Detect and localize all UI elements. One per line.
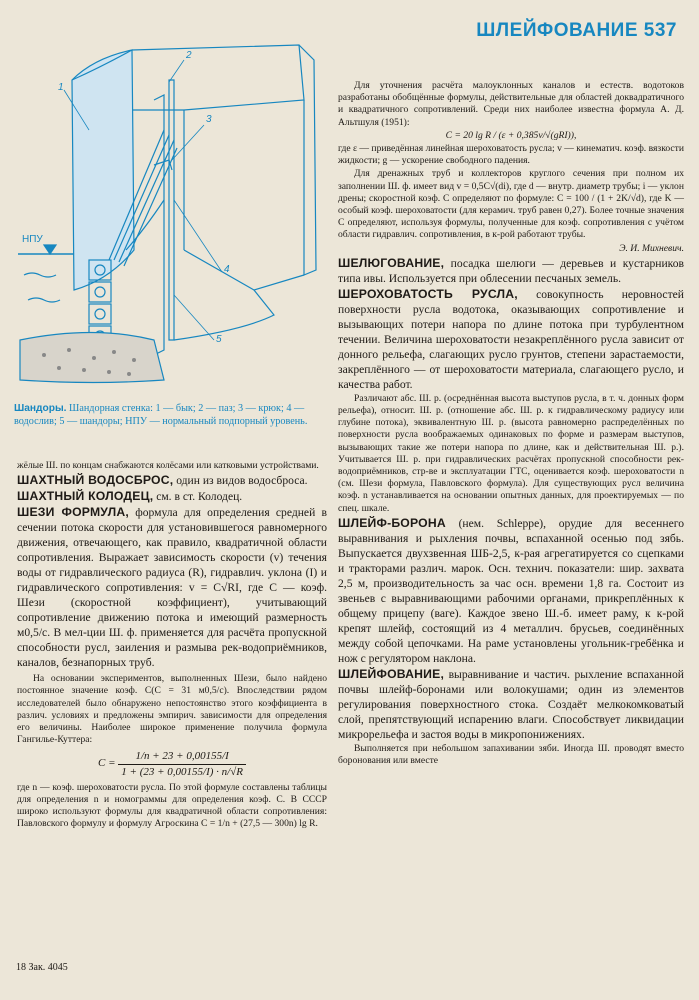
shleifovanie-text: выравнивание и частич. рыхление вспаханной почвы шлейф-боронами или волокушами; один из элементов регулирования поверхностного стока. Создаёт мелкокомковатый слой, препятствующий испарению влаги. Способствует ликвидации микрорельефа и застоя воды в микропонижениях.: [338, 667, 684, 741]
shezi-text-2: На основании экспериментов, выполненных Шези, было найдено постоянное значение коэф. С(C = 31 м0,5/с). Впоследствии рядом исследователей было обнаружено непостоянство этого коэффициента в различ. условиях и предложены эмпирич. зависимости для определения его величины. Наиболее широкое применение получила формула Гангилье-Куттера:: [17, 673, 327, 746]
caption-text: Шандорная стенка: 1 — бык; 2 — паз; 3 — крюк; 4 — водослив; 5 — шандоры; НПУ — нормальный подпорный уровень.: [14, 403, 308, 427]
shleif-borona-text: (нем. Schleppe), орудие для весеннего выравнивания и рыхления почвы, вспаханной осенью под зябь. Выпускается двухзвенная ШБ-2,5, к-рая агрегатируется со сцепками и тракторами различ. марок. Осн. технич. показатели: шир. захвата 2,5 м, производительность за час осн. времени 1,8 га. Состоит из звеньев с выравнивающими рабочими органами, прикреплённых к общему прицепу (ваге). Каждое звено Ш.-б. имеет раму, к к-рой крепят шлейф, состоящий из 4 металлич. брусьев, соединённых между собой цепочками. На раме установлены угольник-гребёнка и нож с регулятором наклона.: [338, 516, 684, 665]
shezi-text-3: где n — коэф. шероховатости русла. По этой формуле составлены таблицы для определения n и номограммы для определения коэф. C. В СССР широко используют формулы для квадратичной области сопротивления: Павловского формулу и формулу Агроскина C = 1/n + (27,5 — 300n) lg R.: [17, 781, 327, 830]
shezi-text-1: формула для определения средней в сечении потока скорости для установившегося равномерного движения, отвечающего, как правило, квадратичной области сопротивления. Выражает зависимость скорости (v) течения воды от гидравлического радиуса (R), гидравлич. уклона (I) и гидравлического сопротивления: v = C√RI, где C — коэф. Шези (скоростной коэффициент), учитывающий сопротивление движению потока и имеющий размерность м0,5/с. В мел-ции Ш. ф. применяется для расчёта пропускной способности русл, заиления и размыва рек-водоприёмников, каналов, безнапорных труб.: [17, 506, 327, 670]
headword-shakhtny-kolodets: ШАХТНЫЙ КОЛОДЕЦ,: [17, 489, 154, 504]
figure-caption: [14, 402, 328, 428]
headword-sherokhovatost: ШЕРОХОВАТОСТЬ РУСЛА,: [338, 286, 518, 301]
figure-label-npu: НПУ: [22, 234, 43, 245]
left-column: [17, 460, 327, 832]
altshul-formula: C = 20 lg R / (ε + 0,385v/√(gRI)),: [445, 129, 577, 141]
right-p3: Для дренажных труб и коллекторов круглого сечения при полном их заполнении Ш. ф. имеет вид v = 0,5C√(di), где d — внутр. диаметр трубы; i — уклон дрены; скоростной коэф. C определяют по формуле: C = 100 / (1 + 2K/√d), где K — особый коэф. шероховатости (для керамич. труб равен 0,27). Более точные значения C определяют, используя формулы, полученные для коэф. сопротивления с учётом области гидравлич. сопротивления, в к-рой работают трубы.: [338, 168, 684, 241]
headword-shezi-formula: ШЕЗИ ФОРМУЛА,: [17, 505, 129, 520]
caption-title: Шандоры.: [14, 403, 67, 414]
left-p1: жёлые Ш. по концам снабжаются колёсами или катковыми устройствами.: [17, 460, 319, 471]
headword-shelyugovanie: ШЕЛЮГОВАНИЕ,: [338, 255, 445, 270]
right-column: [338, 80, 684, 768]
figure-label-1: 1: [58, 82, 64, 93]
right-last: Выполняется при небольшом запахивании зяби. Иногда Ш. проводят вместо боронования или вместе: [338, 742, 684, 767]
shandor-illustration: [14, 40, 326, 400]
shakhtny-vodosbros-text: один из видов водосброса.: [176, 474, 308, 488]
page-header: ШЛЕЙФОВАНИЕ 537: [476, 20, 677, 41]
figure-label-2: 2: [186, 50, 192, 61]
right-p1: Для уточнения расчёта малоуклонных каналов и естеств. водотоков разработаны обобщённые формулы, действительные для областей доквадратичного и квадратичного сопротивлений. Среди них наиболее известна формула А. Д. Альтшуля (1951):: [338, 80, 684, 128]
headword-shleifovanie: ШЛЕЙФОВАНИЕ,: [338, 666, 445, 681]
figure-label-3: 3: [206, 114, 212, 125]
shelyugovanie-text: посадка шелюги — деревьев и кустарников типа ивы. Используется при облесении песчаных земель.: [338, 256, 684, 285]
figure-label-5: 5: [216, 334, 222, 345]
headword-shakhtny-vodosbros: ШАХТНЫЙ ВОДОСБРОС,: [17, 473, 174, 488]
print-signature: 18 Зак. 4045: [16, 962, 68, 973]
figure-label-4: 4: [224, 264, 230, 275]
author-mikhnevich: Э. И. Михневич.: [619, 242, 684, 254]
sherokhovatost-text: совокупность неровностей поверхности русла водотока, оказывающих сопротивление и вызывающих потери напора по длине потока при турбулентном течении. Величина шероховатости незакреплённого русла зависит от донного рельефа, слагающих русло грунтов, степени зарастаемости, закреплённого — от шероховатости материала, слагающего русло, и качества работ.: [338, 287, 684, 391]
sherokhovatost-small: Различают абс. Ш. р. (осреднённая высота выступов русла, в т. ч. донных форм рельефа), относит. Ш. р. (отношение абс. Ш. р. к гидравлическому радиусу или глубине потока), эквивалентную Ш. р. (высота равномерно распределённых по поверхности русла воображаемых одинаковых по форме и размерам выступов, вызывающих такие же потери напора по длине, как и действительная Ш. р.). Учитывается Ш. р. при гидравлических расчётах пропускной способности рек-водоприёмников, стр-ве и эксплуатации ГТС, оценивается коэф. шероховатости n (см. Шези формула, Павловского формула). Для существующих русл величина коэф. n устанавливается на основании опытных данных, для проектируемых — по спец. шкале.: [338, 392, 684, 514]
kutter-formula: C = $\frac{1/n + 23 + 0,00155/I}{1 + (23 + 0,00155/I) \cdot n/√R}$: [17, 749, 327, 778]
shakhtny-kolodets-text: см. в ст. Колодец.: [156, 490, 243, 504]
headword-shleif-borona: ШЛЕЙФ-БОРОНА: [338, 515, 446, 530]
right-p2: где ε — приведённая линейная шероховатость русла; v — кинематич. коэф. вязкости жидкости; g — ускорение свободного падения.: [338, 143, 684, 167]
